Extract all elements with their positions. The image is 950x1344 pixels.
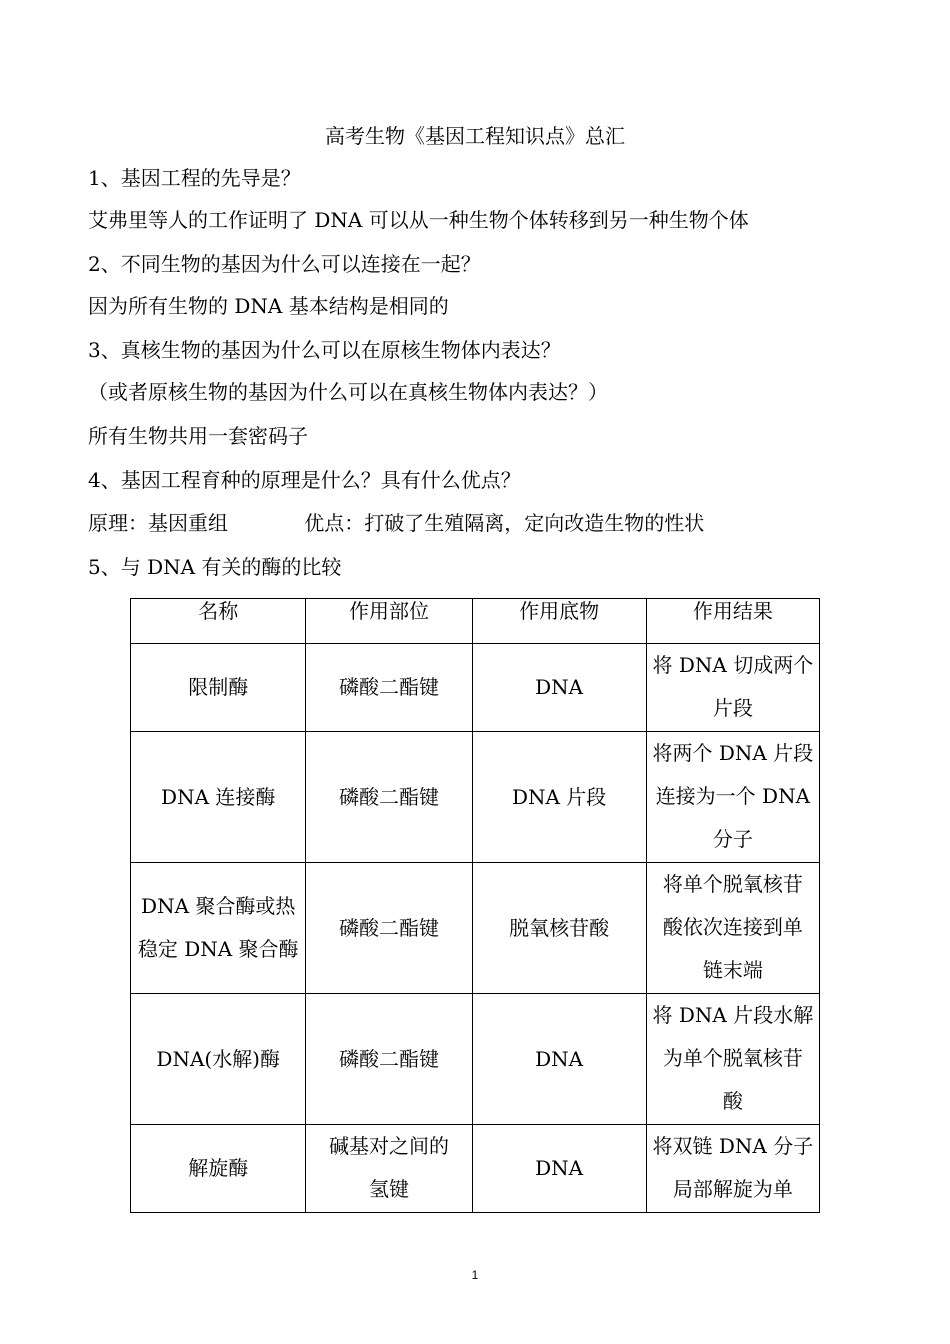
table-cell	[646, 1125, 819, 1213]
table-cell: DNA	[472, 644, 646, 732]
question-2: 2、不同生物的基因为什么可以连接在一起？	[88, 252, 481, 276]
table-cell: DNA 片段	[472, 732, 646, 863]
question-4: 4、基因工程育种的原理是什么？具有什么优点？	[88, 468, 521, 492]
header-result: 作用结果	[646, 599, 819, 644]
table-cell	[306, 1125, 472, 1213]
table-header-row	[131, 599, 820, 644]
table-cell-line: DNA 聚合酶或热	[141, 894, 296, 918]
table-cell	[646, 644, 819, 732]
table-cell: 磷酸二酯键	[306, 732, 472, 863]
question-5: 5、与 DNA 有关的酶的比较	[88, 555, 342, 579]
table-cell-line: 氢键	[368, 1177, 409, 1201]
table-cell: 磷酸二酯键	[306, 863, 472, 994]
table-cell-line: 分子	[712, 827, 753, 851]
table-cell-line: 将 DNA 片段水解	[652, 1003, 814, 1027]
question-1: 1、基因工程的先导是？	[88, 166, 301, 190]
table-cell-line: 将两个 DNA 片段	[652, 741, 814, 765]
table-cell: 解旋酶	[131, 1125, 306, 1213]
question-3: 3、真核生物的基因为什么可以在原核生物体内表达？	[88, 338, 561, 362]
table-cell: DNA(水解)酶	[131, 994, 306, 1125]
table-cell: 磷酸二酯键	[306, 644, 472, 732]
table-cell-line: 连接为一个 DNA	[655, 784, 811, 808]
answer-2: 因为所有生物的 DNA 基本结构是相同的	[88, 294, 449, 318]
table-row	[131, 1125, 820, 1213]
table-cell: 脱氧核苷酸	[472, 863, 646, 994]
table-cell-line: 将 DNA 切成两个	[652, 653, 814, 677]
table-cell: 限制酶	[131, 644, 306, 732]
table-cell	[646, 994, 819, 1125]
table-cell-line: 碱基对之间的	[328, 1134, 449, 1158]
table-cell-line: 局部解旋为单	[672, 1177, 793, 1201]
table-cell-line: 酸依次连接到单	[662, 915, 803, 939]
table-row	[131, 732, 820, 863]
table-cell	[131, 863, 306, 994]
table-cell-line: 将双链 DNA 分子	[652, 1134, 814, 1158]
answer-3: 所有生物共用一套密码子	[88, 424, 308, 448]
table-cell-line: 片段	[712, 696, 753, 720]
table-cell-line: 链末端	[702, 958, 763, 982]
table-cell-line: 将单个脱氧核苷	[662, 872, 803, 896]
header-name: 名称	[131, 599, 306, 644]
table-row	[131, 644, 820, 732]
header-site: 作用部位	[306, 599, 472, 644]
enzyme-comparison-table	[130, 598, 820, 1213]
table-cell: DNA 连接酶	[131, 732, 306, 863]
page-number: 1	[471, 1268, 479, 1282]
question-3-alt: （或者原核生物的基因为什么可以在真核生物体内表达？）	[88, 380, 608, 404]
table-cell	[646, 732, 819, 863]
table-cell: DNA	[472, 994, 646, 1125]
table-cell	[646, 863, 819, 994]
answer-4: 原理：基因重组 优点：打破了生殖隔离，定向改造生物的性状	[88, 511, 705, 535]
header-substrate: 作用底物	[472, 599, 646, 644]
page-title: 高考生物《基因工程知识点》总汇	[325, 124, 625, 148]
table-row	[131, 994, 820, 1125]
table-row	[131, 863, 820, 994]
table-cell-line: 酸	[722, 1089, 743, 1113]
table-cell: 磷酸二酯键	[306, 994, 472, 1125]
answer-1: 艾弗里等人的工作证明了 DNA 可以从一种生物个体转移到另一种生物个体	[88, 208, 749, 232]
table-cell-line: 稳定 DNA 聚合酶	[137, 937, 299, 961]
table-cell: DNA	[472, 1125, 646, 1213]
table-cell-line: 为单个脱氧核苷	[662, 1046, 803, 1070]
